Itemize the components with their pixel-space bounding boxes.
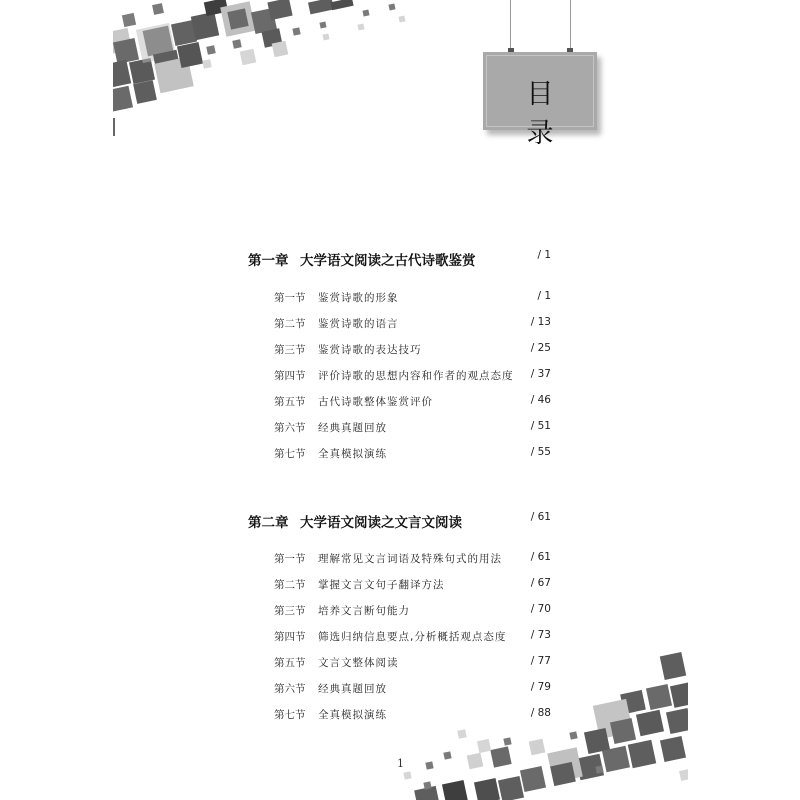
section-title: 筛选归纳信息要点,分析概括观点态度 [318,631,507,643]
section-number: 第二节 [274,318,306,330]
section-number: 第六节 [274,422,306,434]
section-title: 古代诗歌整体鉴赏评价 [318,396,433,408]
decorative-squares-top-left [113,0,413,140]
page-ref: / 55 [530,446,551,458]
page-ref: / 70 [530,603,551,615]
toc-entry[interactable] [274,342,551,357]
toc-entry[interactable] [274,577,551,592]
chapter-title: 大学语文阅读之文言文阅读 [300,515,462,531]
section-title: 全真模拟演练 [318,709,387,721]
page-ref: / 79 [530,681,551,693]
chapter-title: 大学语文阅读之古代诗歌鉴赏 [300,253,476,269]
section-title: 经典真题回放 [318,683,387,695]
page-number: 1 [397,757,404,770]
toc-entry[interactable] [274,420,551,435]
section-title: 经典真题回放 [318,422,387,434]
section-title: 评价诗歌的思想内容和作者的观点态度 [318,370,514,382]
toc-entry[interactable] [274,446,551,461]
toc-entry[interactable] [274,394,551,409]
page-ref: / 73 [530,629,551,641]
section-number: 第六节 [274,683,306,695]
section-number: 第五节 [274,396,306,408]
section-number: 第二节 [274,579,306,591]
page-ref: / 51 [530,420,551,432]
chapter-number: 第一章 [248,253,289,269]
chapter-heading[interactable] [248,249,551,269]
toc-entry[interactable] [274,368,551,383]
page-ref: / 61 [530,551,551,563]
page-ref: / 1 [537,290,551,302]
section-title: 文言文整体阅读 [318,657,399,669]
section-title: 理解常见文言词语及特殊句式的用法 [318,553,502,565]
section-title: 全真模拟演练 [318,448,387,460]
section-number: 第四节 [274,370,306,382]
section-title: 培养文言断句能力 [318,605,410,617]
page-ref: / 77 [530,655,551,667]
section-number: 第三节 [274,605,306,617]
page-ref: / 13 [530,316,551,328]
toc-entry[interactable] [274,290,551,305]
section-number: 第一节 [274,292,306,304]
chapter-number: 第二章 [248,515,289,531]
page-ref: / 88 [530,707,551,719]
page-ref: / 46 [530,394,551,406]
page-ref: / 1 [537,249,551,261]
page-ref: / 25 [530,342,551,354]
page-title: 目录 [526,79,580,149]
decorative-squares-bottom-right [400,640,688,800]
hanging-string-left [510,0,511,48]
section-title: 掌握文言文句子翻译方法 [318,579,445,591]
section-number: 第五节 [274,657,306,669]
toc-entry[interactable] [274,603,551,618]
section-title: 鉴赏诗歌的形象 [318,292,399,304]
page-ref: / 61 [530,511,551,523]
hanging-string-right [570,0,571,48]
toc-entry[interactable] [274,316,551,331]
section-number: 第一节 [274,553,306,565]
page-ref: / 37 [530,368,551,380]
chapter-heading[interactable] [248,511,551,531]
section-number: 第七节 [274,448,306,460]
section-title: 鉴赏诗歌的表达技巧 [318,344,422,356]
section-number: 第七节 [274,709,306,721]
section-number: 第三节 [274,344,306,356]
page-ref: / 67 [530,577,551,589]
section-title: 鉴赏诗歌的语言 [318,318,399,330]
title-sign [483,52,597,149]
toc-entry[interactable] [274,551,551,566]
section-number: 第四节 [274,631,306,643]
